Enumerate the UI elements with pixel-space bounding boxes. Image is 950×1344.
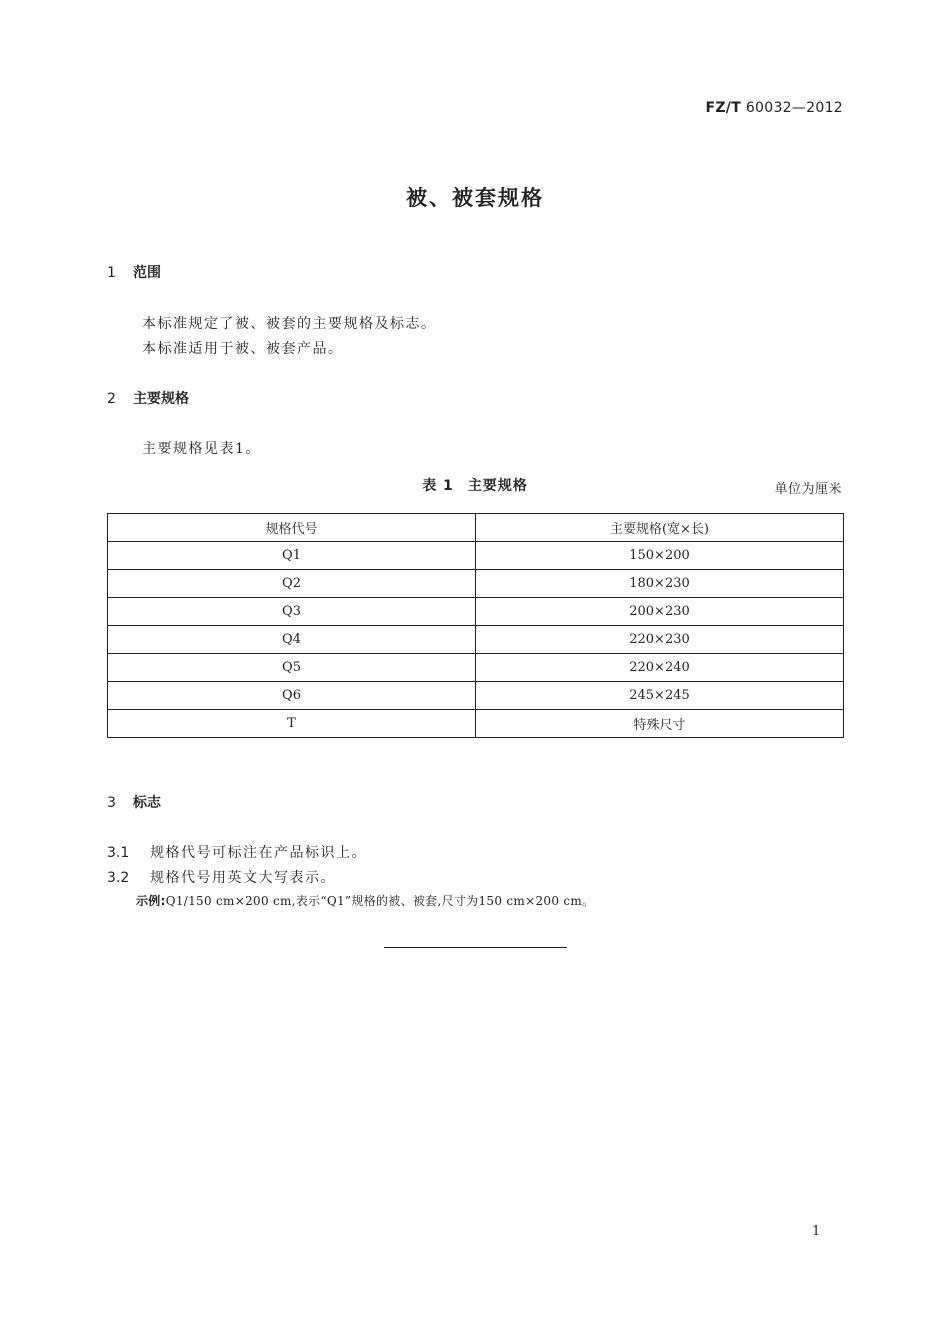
table-unit-note: 单位为厘米	[774, 482, 842, 497]
table-header-row	[108, 514, 844, 542]
size-value-cell: 220×230	[476, 626, 844, 654]
table-row	[108, 654, 844, 682]
size-value-cell: 220×240	[476, 654, 844, 682]
page-number: 1	[812, 1224, 821, 1239]
table-caption-number: 表 1	[422, 478, 454, 494]
size-value-cell: 200×230	[476, 598, 844, 626]
section-1-paragraph-1: 本标准规定了被、被套的主要规格及标志。	[142, 316, 437, 332]
size-value-cell: 特殊尺寸	[476, 710, 844, 738]
section-3-title: 标志	[133, 795, 161, 811]
size-value-cell: 245×245	[476, 682, 844, 710]
document-title: 被、被套规格	[406, 186, 544, 210]
spec-table	[107, 513, 844, 738]
section-2-number: 2	[107, 391, 116, 407]
table-row	[108, 570, 844, 598]
clause-3-2-text: 规格代号用英文大写表示。	[150, 870, 336, 886]
column-header-code: 规格代号	[108, 514, 476, 542]
size-code-cell: Q4	[108, 626, 476, 654]
size-code-cell: T	[108, 710, 476, 738]
clause-3-2-number: 3.2	[107, 870, 130, 886]
standard-code	[705, 100, 843, 116]
size-code-cell: Q6	[108, 682, 476, 710]
section-1-heading	[107, 262, 161, 282]
section-3-number: 3	[107, 795, 116, 811]
example-text: Q1/150 cm×200 cm,表示“Q1”规格的被、被套,尺寸为150 cm×200 cm。	[165, 894, 595, 908]
table-row	[108, 710, 844, 738]
size-code-cell: Q1	[108, 542, 476, 570]
clause-3-1-number: 3.1	[107, 845, 130, 861]
clause-3-1	[107, 842, 367, 862]
table-row	[108, 626, 844, 654]
size-code-cell: Q5	[108, 654, 476, 682]
section-2-heading	[107, 388, 189, 408]
table-row	[108, 542, 844, 570]
example-label: 示例:	[136, 894, 166, 908]
size-code-cell: Q3	[108, 598, 476, 626]
clause-3-2	[107, 867, 336, 887]
clause-3-1-text: 规格代号可标注在产品标识上。	[150, 845, 367, 861]
section-1-title: 范围	[133, 265, 161, 281]
standard-prefix: FZ/T	[705, 100, 742, 116]
size-value-cell: 150×200	[476, 542, 844, 570]
table-row	[108, 682, 844, 710]
size-value-cell: 180×230	[476, 570, 844, 598]
section-2-paragraph: 主要规格见表1。	[142, 441, 261, 457]
standard-number: 60032—2012	[745, 100, 843, 116]
example-note	[136, 892, 594, 909]
table-caption-title: 主要规格	[467, 478, 528, 494]
section-1-paragraph-2: 本标准适用于被、被套产品。	[142, 341, 344, 357]
end-rule-divider	[384, 947, 567, 948]
size-code-cell: Q2	[108, 570, 476, 598]
table-row	[108, 598, 844, 626]
section-1-number: 1	[107, 265, 116, 281]
section-3-heading	[107, 792, 161, 812]
column-header-size: 主要规格(宽×长)	[476, 514, 844, 542]
section-2-title: 主要规格	[133, 391, 189, 407]
